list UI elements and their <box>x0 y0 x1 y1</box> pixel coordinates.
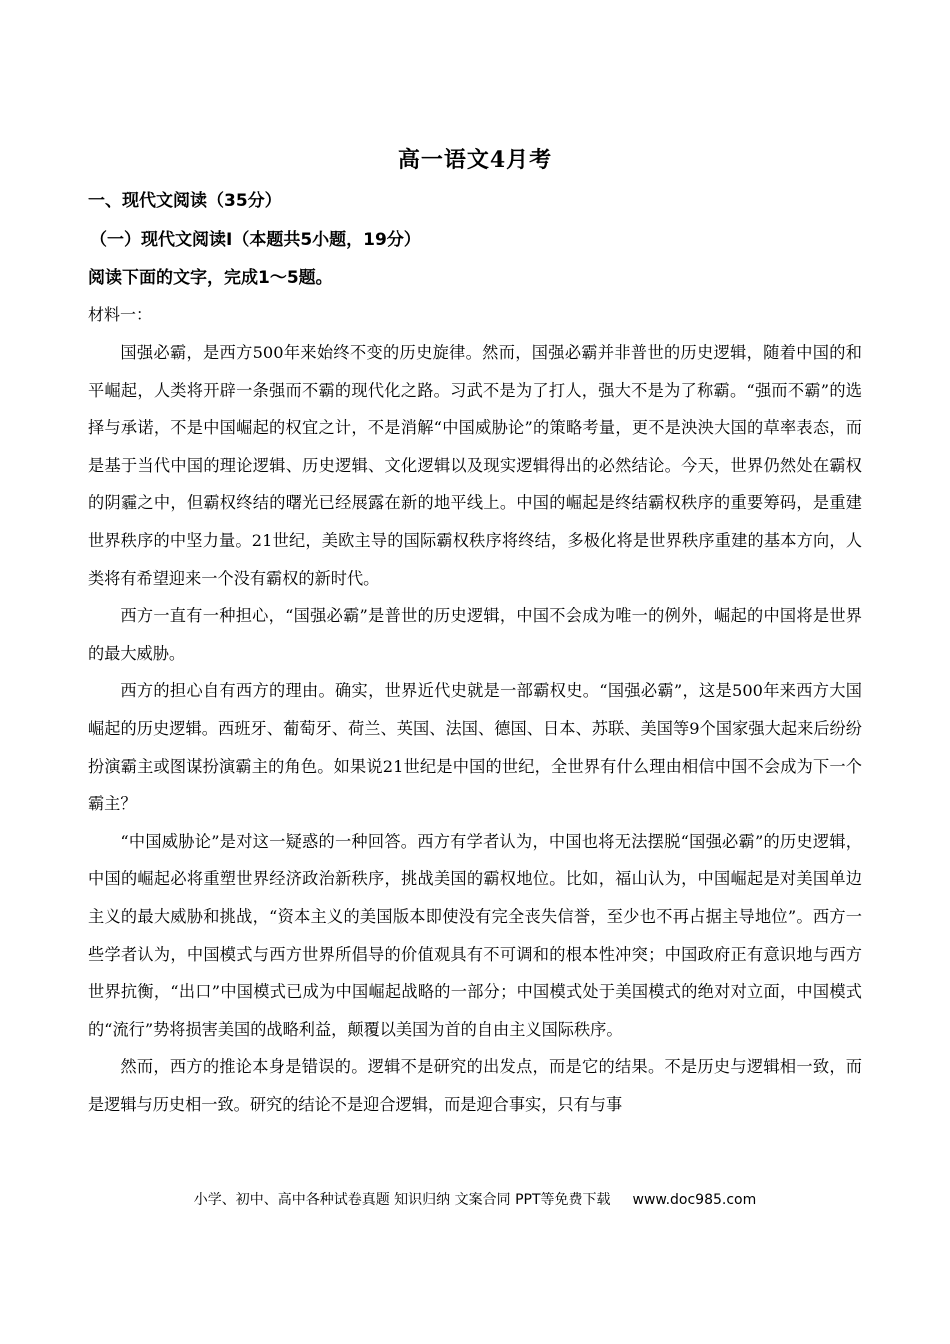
paragraph: “中国威胁论”是对这一疑惑的一种回答。西方有学者认为，中国也将无法摆脱“国强必霸”的历史逻辑，中国的崛起必将重塑世界经济政治新秩序，挑战美国的霸权地位。比如，福山认为，中国崛起是对美国单边主义的最大威胁和挑战，“资本主义的美国版本即使没有完全丧失信誉，至少也不再占据主导地位”。西方一些学者认为，中国模式与西方世界所倡导的价值观具有不可调和的根本性冲突；中国政府正有意识地与西方世界抗衡，“出口”中国模式已成为中国崛起战略的一部分；中国模式处于美国模式的绝对对立面，中国模式的“流行”势将损害美国的战略利益，颠覆以美国为首的自由主义国际秩序。 <box>88 831 862 1039</box>
subsection-heading: （一）现代文阅读Ⅰ（本题共5小题，19分） <box>90 230 421 250</box>
paragraph: 国强必霸，是西方500年来始终不变的历史旋律。然而，国强必霸并非普世的历史逻辑，随着中国的和平崛起，人类将开辟一条强而不霸的现代化之路。习武不是为了打人，强大不是为了称霸。“强而不霸”的选择与承诺，不是中国崛起的权宜之计，不是消解“中国威胁论”的策略考量，更不是泱泱大国的草率表态，而是基于当代中国的理论逻辑、历史逻辑、文化逻辑以及现实逻辑得出的必然结论。今天，世界仍然处在霸权的阴霾之中，但霸权终结的曙光已经展露在新的地平线上。中国的崛起是终结霸权秩序的重要筹码，是重建世界秩序的中坚力量。21世纪，美欧主导的国际霸权秩序将终结，多极化将是世界秩序重建的基本方向，人类将有希望迎来一个没有霸权的新时代。 <box>88 343 862 588</box>
paragraph: 然而，西方的推论本身是错误的。逻辑不是研究的出发点，而是它的结果。不是历史与逻辑相一致，而是逻辑与历史相一致。研究的结论不是迎合逻辑，而是迎合事实，只有与事 <box>88 1057 862 1114</box>
section-heading: 一、现代文阅读（35分） <box>88 191 282 211</box>
paragraph: 西方一直有一种担心，“国强必霸”是普世的历史逻辑，中国不会成为唯一的例外，崛起的中国将是世界的最大威胁。 <box>88 606 862 663</box>
document-title: 高一语文4月考 <box>397 147 553 173</box>
reading-instruction: 阅读下面的文字，完成1～5题。 <box>88 268 333 288</box>
page-footer <box>0 1188 950 1212</box>
footer-text: 小学、初中、高中各种试卷真题 知识归纳 文案合同 PPT等免费下载 <box>193 1192 611 1208</box>
paragraph: 西方的担心自有西方的理由。确实，世界近代史就是一部霸权史。“国强必霸”，这是500年来西方大国崛起的历史逻辑。西班牙、葡萄牙、荷兰、英国、法国、德国、日本、苏联、美国等9个国家强大起来后纷纷扮演霸主或图谋扮演霸主的角色。如果说21世纪是中国的世纪，全世界有什么理由相信中国不会成为下一个霸主？ <box>88 681 862 814</box>
material-label: 材料一： <box>88 305 153 324</box>
article-body <box>88 334 862 1123</box>
footer-link[interactable]: www.doc985.com <box>632 1192 757 1208</box>
